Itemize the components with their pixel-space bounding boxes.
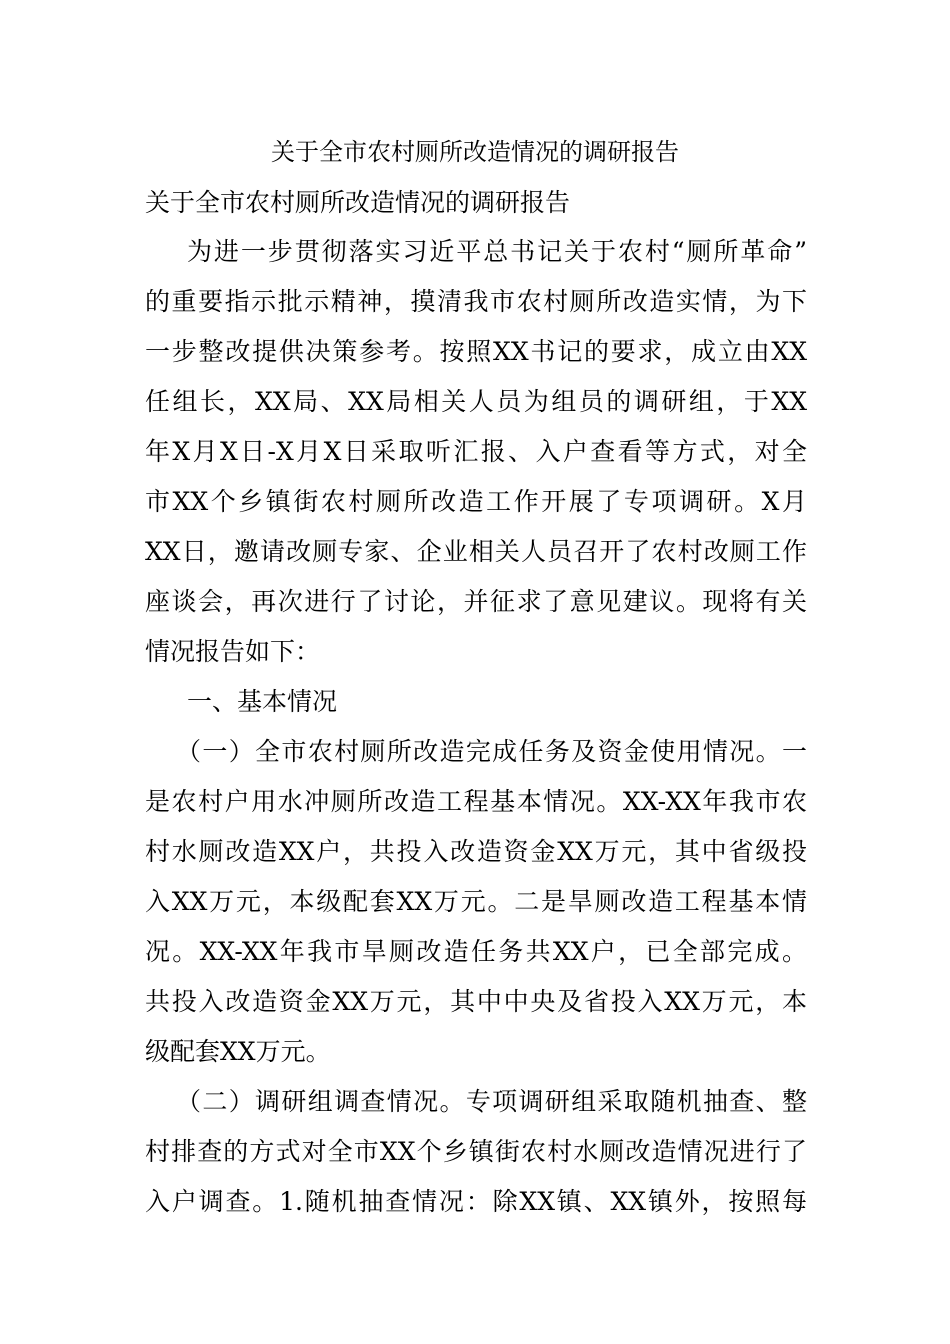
paragraph-line: 共投入改造资金XX万元，其中中央及省投入XX万元，本 — [145, 987, 807, 1016]
paragraph-line: 村水厕改造XX户，共投入改造资金XX万元，其中省级投 — [145, 837, 807, 866]
paragraph-line: 座谈会，再次进行了讨论，并征求了意见建议。现将有关 — [145, 587, 807, 616]
subtitle-line: 关于全市农村厕所改造情况的调研报告 — [145, 188, 571, 217]
paragraph-line: 级配套XX万元。 — [145, 1037, 331, 1066]
paragraph-line: 一步整改提供决策参考。按照XX书记的要求，成立由XX — [145, 337, 807, 366]
paragraph-line: （一）全市农村厕所改造完成任务及资金使用情况。一 — [176, 737, 807, 766]
paragraph-line: XX日，邀请改厕专家、企业相关人员召开了农村改厕工作 — [145, 537, 807, 566]
paragraph-line: 入户调查。1.随机抽查情况：除XX镇、XX镇外，按照每 — [145, 1187, 807, 1216]
paragraph-line: 况。XX-XX年我市旱厕改造任务共XX户，已全部完成。 — [145, 937, 807, 966]
section-heading: 一、基本情况 — [187, 687, 338, 716]
paragraph-line: 年X月X日-X月X日采取听汇报、入户查看等方式，对全 — [145, 437, 807, 466]
paragraph-line: 为进一步贯彻落实习近平总书记关于农村“厕所革命” — [187, 237, 807, 266]
document-title: 关于全市农村厕所改造情况的调研报告 — [271, 138, 679, 166]
paragraph-line: 入XX万元，本级配套XX万元。二是旱厕改造工程基本情 — [145, 887, 807, 916]
paragraph-line: 的重要指示批示精神，摸清我市农村厕所改造实情，为下 — [145, 287, 807, 316]
paragraph-line: 村排查的方式对全市XX个乡镇街农村水厕改造情况进行了 — [145, 1137, 807, 1166]
paragraph-line: 任组长，XX局、XX局相关人员为组员的调研组，于XX — [145, 387, 807, 416]
paragraph-line: 市XX个乡镇街农村厕所改造工作开展了专项调研。X月 — [145, 487, 807, 516]
paragraph-line: 是农村户用水冲厕所改造工程基本情况。XX-XX年我市农 — [145, 787, 807, 816]
paragraph-line: （二）调研组调查情况。专项调研组采取随机抽查、整 — [176, 1087, 807, 1116]
paragraph-line: 情况报告如下： — [145, 637, 321, 666]
